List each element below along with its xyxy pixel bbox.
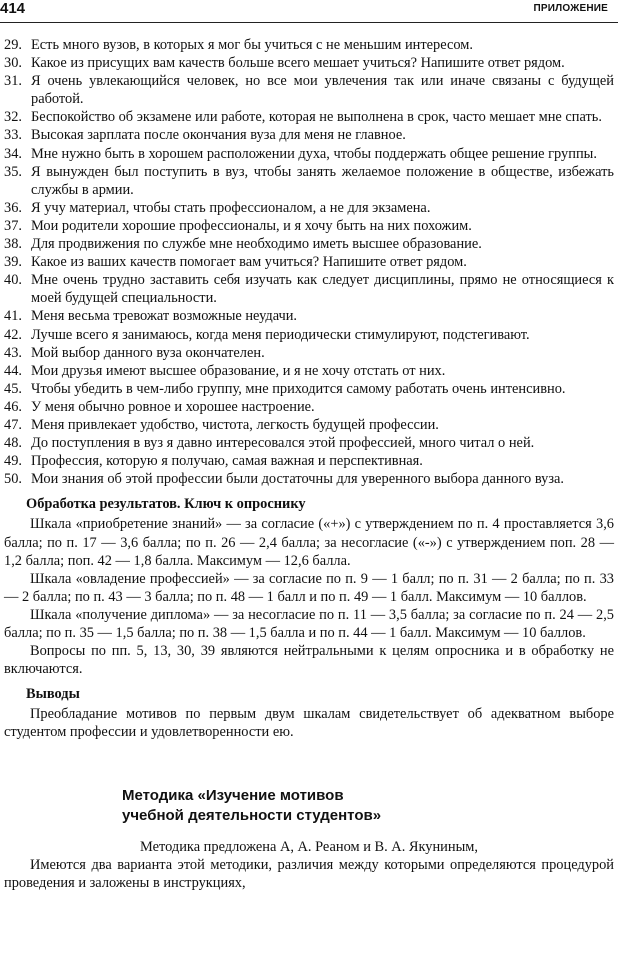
page-header <box>0 0 620 24</box>
results-paragraph: Шкала «получение диплома» — за несогласие по п. 11 — 3,5 балла; за согласие по п. 24 — 2,5 балла; по п. 35 — 1,5 балла; по п. 38 — 1,5 балла и по п. 44 — 1 балл. Максимум — 10 баллов. <box>4 606 614 641</box>
list-item <box>4 145 614 163</box>
item-text: Мой выбор данного вуза окончателен. <box>31 344 265 361</box>
item-text: Высокая зарплата после окончания вуза для меня не главное. <box>31 127 406 144</box>
list-item <box>4 362 614 380</box>
item-number: 44. <box>4 362 22 379</box>
item-text: Есть много вузов, в которых я мог бы учиться с не меньшим интересом. <box>31 37 474 53</box>
item-number: 42. <box>4 326 22 343</box>
method-title-line: учебной деятельности студентов» <box>122 806 382 824</box>
list-item <box>4 235 614 253</box>
item-text: Для продвижения по службе мне необходимо иметь высшее образование. <box>31 236 482 253</box>
item-number: 30. <box>4 55 22 72</box>
item-number: 33. <box>4 127 22 144</box>
list-item <box>4 54 614 72</box>
questionnaire-list <box>4 36 614 488</box>
results-paragraph: Вопросы по пп. 5, 13, 30, 39 являются нейтральными к целям опросника и в обработку не включаются. <box>4 643 614 678</box>
list-item <box>4 108 614 126</box>
list-item <box>4 434 614 452</box>
item-text: Меня привлекает удобство, чистота, легкость будущей профессии. <box>31 416 439 433</box>
item-text: У меня обычно ровное и хорошее настроение. <box>31 398 315 415</box>
list-item <box>4 452 614 470</box>
list-item <box>4 163 614 199</box>
item-number: 49. <box>4 453 22 470</box>
conclusions-paragraph: Преобладание мотивов по первым двум шкалам свидетельствует об адекватном выборе студентом профессии и удовлетворенности ею. <box>4 706 614 741</box>
item-text: Мои родители хорошие профессионалы, и я хочу быть на них похожим. <box>31 217 472 234</box>
list-item <box>4 36 614 54</box>
list-item <box>4 470 614 488</box>
item-number: 34. <box>4 145 22 162</box>
item-text: Мне нужно быть в хорошем расположении духа, чтобы поддержать общее решение группы. <box>31 145 597 162</box>
method-paragraph: Имеются два варианта этой методики, различия между которыми определяются процедурой проведения и заложены в инструкциях, <box>4 856 614 891</box>
item-text: До поступления в вуз я давно интересовался этой профессией, много читал о ней. <box>31 435 535 452</box>
item-number: 35. <box>4 163 22 180</box>
list-item <box>4 307 614 325</box>
item-text: Какое из присущих вам качеств больше всего мешает учиться? Напишите ответ рядом. <box>31 55 565 72</box>
item-text: Какое из ваших качеств помогает вам учиться? Напишите ответ рядом. <box>31 254 467 271</box>
item-text: Мои друзья имеют высшее образование, и я не хочу отстать от них. <box>31 362 446 379</box>
item-text: Профессия, которую я получаю, самая важная и перспективная. <box>31 453 423 470</box>
list-item <box>4 271 614 307</box>
item-number: 40. <box>4 272 22 289</box>
results-paragraph: Шкала «овладение профессией» — за согласие по п. 9 — 1 балл; по п. 31 — 2 балла; по п. 33 — 2 балла; по п. 43 — 3 балла; по п. 48 — 1 балл и по п. 49 — 1 балл. Максимум — 10 баллов. <box>4 570 614 605</box>
item-number: 37. <box>4 217 22 234</box>
page-number: 414 <box>0 0 26 17</box>
item-text: Меня весьма тревожат возможные неудачи. <box>31 308 298 325</box>
item-text: Лучше всего я занимаюсь, когда меня периодически стимулируют, подстегивают. <box>31 326 530 343</box>
list-item <box>4 217 614 235</box>
method-title-line: Методика «Изучение мотивов <box>122 786 344 804</box>
page-content <box>4 36 614 892</box>
item-number: 36. <box>4 199 22 216</box>
item-number: 31. <box>4 73 22 90</box>
running-title: ПРИЛОЖЕНИЕ <box>533 3 608 14</box>
list-item <box>4 72 614 108</box>
item-number: 39. <box>4 254 22 271</box>
list-item <box>4 416 614 434</box>
list-item <box>4 380 614 398</box>
item-number: 46. <box>4 398 22 415</box>
item-text: Беспокойство об экзамене или работе, которая не выполнена в срок, часто мешает мне спать. <box>31 109 602 126</box>
method-authors: Методика предложена А, А. Реаном и В. А. Якуниным, <box>140 838 478 855</box>
results-heading: Обработка результатов. Ключ к опроснику <box>26 496 306 513</box>
item-number: 29. <box>4 37 22 53</box>
item-number: 45. <box>4 380 22 397</box>
item-number: 41. <box>4 308 22 325</box>
item-text: Чтобы убедить в чем-либо группу, мне приходится самому работать очень интенсивно. <box>31 380 566 397</box>
conclusions-heading: Выводы <box>26 686 80 703</box>
results-paragraph: Шкала «приобретение знаний» — за согласие («+») с утверждением по п. 4 проставляется 3,6 балла; по п. 17 — 3,6 балла; по п. 26 — 2,4 балла; за несогласие («-») с утверждением поп. 28 — 1,2 балла; поп. 42 — 1,8 балла. Максимум — 12,6 балла. <box>4 516 614 569</box>
list-item <box>4 398 614 416</box>
list-item <box>4 253 614 271</box>
header-rule <box>0 22 618 23</box>
list-item <box>4 126 614 144</box>
list-item <box>4 344 614 362</box>
item-number: 47. <box>4 416 22 433</box>
item-number: 32. <box>4 109 22 126</box>
list-item <box>4 199 614 217</box>
item-text: Я учу материал, чтобы стать профессионалом, а не для экзамена. <box>31 199 431 216</box>
list-item <box>4 326 614 344</box>
item-text: Я вынужден был поступить в вуз, чтобы занять желаемое положение в обществе, избежать службы в армии. <box>31 163 614 198</box>
item-text: Мне очень трудно заставить себя изучать как следует дисциплины, прямо не относящиеся к моей будущей специальности. <box>31 272 614 307</box>
item-number: 43. <box>4 344 22 361</box>
item-number: 38. <box>4 236 22 253</box>
item-text: Мои знания об этой профессии были достаточны для уверенного выбора данного вуза. <box>31 471 564 488</box>
item-number: 48. <box>4 435 22 452</box>
method-title <box>122 786 614 826</box>
item-text: Я очень увлекающийся человек, но все мои увлечения так или иначе связаны с будущей работой. <box>31 73 614 108</box>
item-number: 50. <box>4 471 22 488</box>
